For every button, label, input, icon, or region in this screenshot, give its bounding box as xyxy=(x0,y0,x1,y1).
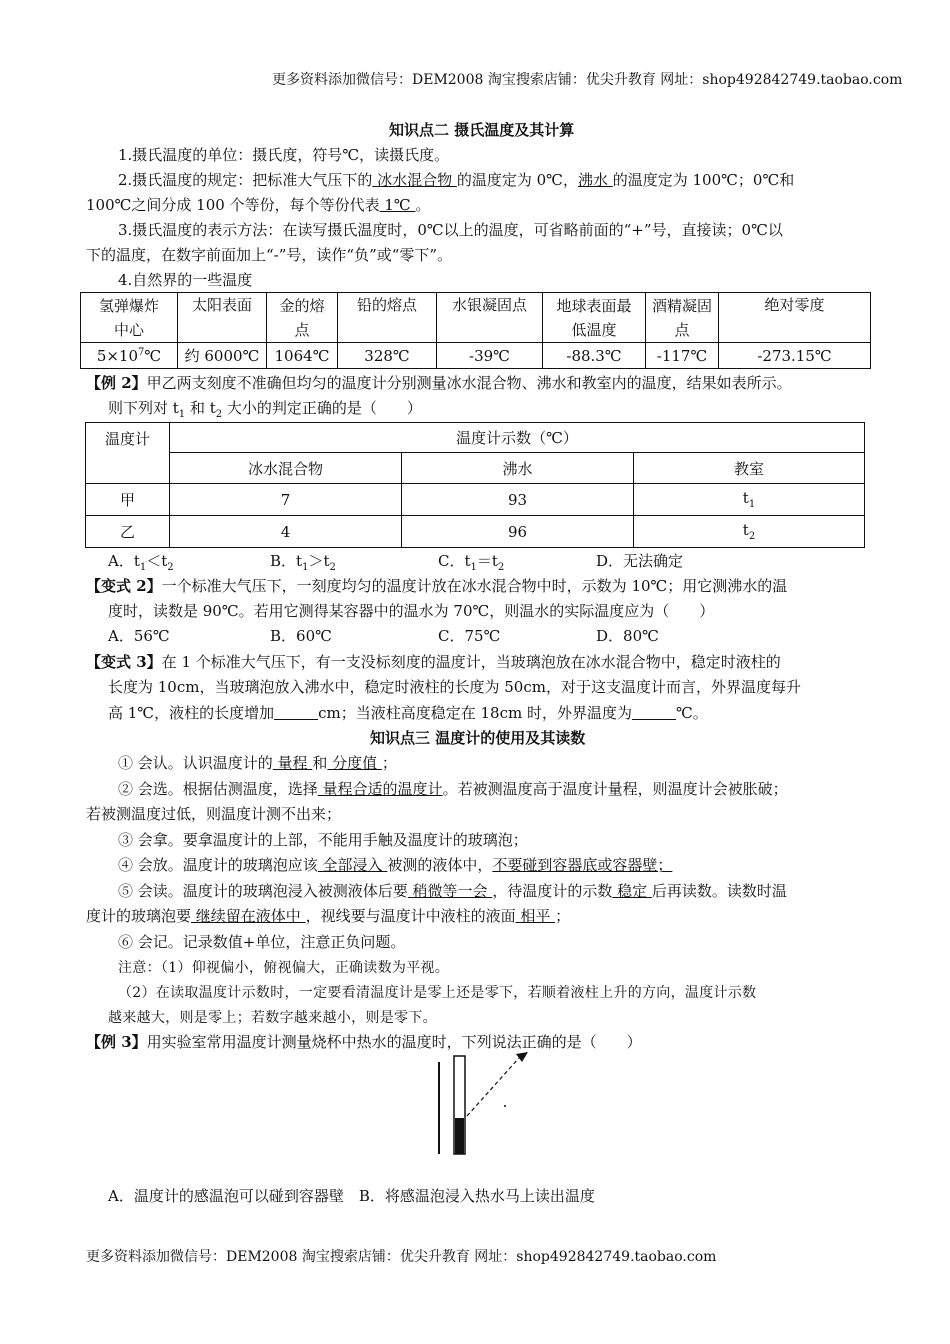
table-header-cell: 教室 xyxy=(634,453,865,484)
table-header-cell: 水银凝固点 xyxy=(437,293,543,343)
variant3-line3: 高 1℃，液柱的长度增加 cm；当液柱高度稳定在 18cm 时，外界温度为 ℃。 xyxy=(108,704,708,722)
table-cell: -117℃ xyxy=(646,343,719,369)
section2-p2: 2.摄氏温度的规定：把标准大气压下的 冰水混合物 的温度定为 0℃，沸水 的温度定为 100℃；0℃和 xyxy=(118,171,795,189)
example3-line1: 【例 3】用实验室常用温度计测量烧杯中热水的温度时，下列说法正确的是（ ） xyxy=(86,1033,642,1051)
table-header-cell: 地球表面最 低温度 xyxy=(543,293,646,343)
table-row xyxy=(86,423,865,453)
page-header: 更多资料添加微信号：DEM2008 淘宝搜索店铺：优尖升教育 网址：shop492842749.taobao.com xyxy=(272,72,903,88)
table-row xyxy=(86,484,865,516)
table-cell: 甲 xyxy=(86,484,170,516)
variant2-option-d: D．80℃ xyxy=(596,627,659,645)
table-row xyxy=(86,453,865,484)
section2-p2-line2: 100℃之间分成 100 个等份，每个等份代表 1℃ 。 xyxy=(86,196,431,214)
liquid-column xyxy=(455,1118,464,1154)
table-cell: 1064℃ xyxy=(267,343,338,369)
sight-line xyxy=(467,1058,519,1116)
table-row xyxy=(81,343,871,369)
table-cell: 328℃ xyxy=(338,343,437,369)
table-row xyxy=(81,293,871,343)
table-cell: $t_1$ xyxy=(634,484,865,516)
example2-table xyxy=(85,422,865,548)
answer-blank xyxy=(632,705,676,720)
example2-option-d: D．无法确定 xyxy=(596,552,684,570)
section3-note1: 注意：（1）仰视偏小，俯视偏大，正确读数为平视。 xyxy=(118,960,450,976)
nature-temperature-table xyxy=(80,292,871,369)
table-cell: $5\times 10^7℃$ xyxy=(81,343,178,369)
thermometer-diagram xyxy=(430,1050,540,1160)
table-header-cell: 金的熔 点 xyxy=(267,293,338,343)
section2-p4: 4.自然界的一些温度 xyxy=(118,271,253,289)
example2-option-a: A．$t_1<t_2$ xyxy=(108,552,174,573)
table-cell: $t_2$ xyxy=(634,516,865,548)
section3-step4: ④ 会放。温度计的玻璃泡应该 全部浸入 被测的液体中，不要碰到容器底或容器壁； xyxy=(118,856,673,874)
section3-step1: ① 会认。认识温度计的 量程 和 分度值 ； xyxy=(118,754,397,772)
eye-icon xyxy=(516,1052,528,1062)
section3-title: 知识点三 温度计的使用及其读数 xyxy=(370,729,586,747)
table-header-cell: 太阳表面 xyxy=(178,293,267,343)
section3-step6: ⑥ 会记。记录数值+单位，注意正负问题。 xyxy=(118,933,406,951)
table-cell: 4 xyxy=(170,516,402,548)
table-cell: 7 xyxy=(170,484,402,516)
table-cell: -273.15℃ xyxy=(719,343,871,369)
variant2-line1: 【变式 2】一个标准大气压下，一刻度均匀的温度计放在冰水混合物中时，示数为 10℃；用它测沸水的温 xyxy=(86,577,788,595)
example3-options: A．温度计的感温泡可以碰到容器壁 B．将感温泡浸入热水马上读出温度 xyxy=(108,1187,595,1205)
table-header-cell: 温度计 xyxy=(86,423,170,484)
section3-step2: ② 会选。根据估测温度，选择 量程合适的温度计。若被测温度高于温度计量程，则温度计会被胀破； xyxy=(118,780,788,798)
example2-line1: 【例 2】甲乙两支刻度不准确但均匀的温度计分别测量冰水混合物、沸水和教室内的温度，结果如表所示。 xyxy=(86,374,792,392)
table-header-cell: 温度计示数（℃） xyxy=(170,423,865,453)
section3-step5-line2: 度计的玻璃泡要 继续留在液体中 ，视线要与温度计中液柱的液面 相平 ； xyxy=(86,907,571,925)
variant3-line2: 长度为 10cm，当玻璃泡放入沸水中，稳定时液柱的长度为 50cm，对于这支温度计而言，外界温度每升 xyxy=(108,678,801,696)
section2-title: 知识点二 摄氏温度及其计算 xyxy=(389,121,575,139)
table-cell: 约 6000℃ xyxy=(178,343,267,369)
table-row xyxy=(86,516,865,548)
table-header-cell: 氢弹爆炸 中心 xyxy=(81,293,178,343)
section2-p3: 3.摄氏温度的表示方法：在读写摄氏温度时，0℃以上的温度，可省略前面的“+”号，直接读；0℃以 xyxy=(118,221,783,239)
example2-option-b: B．$t_1>t_2$ xyxy=(270,552,336,573)
example2-option-c: C．$t_1=t_2$ xyxy=(438,552,505,573)
table-cell: 93 xyxy=(402,484,634,516)
table-header-cell: 酒精凝固 点 xyxy=(646,293,719,343)
table-cell: -88.3℃ xyxy=(543,343,646,369)
section3-note2-line2: 越来越大，则是零上；若数字越来越小，则是零下。 xyxy=(108,1010,437,1026)
table-cell: -39℃ xyxy=(437,343,543,369)
section3-note2: （2）在读取温度计示数时，一定要看清温度计是零上还是零下，若顺着液柱上升的方向，温度计示数 xyxy=(118,985,757,1001)
answer-blank xyxy=(274,705,318,720)
section3-step3: ③ 会拿。要拿温度计的上部，不能用手触及温度计的玻璃泡； xyxy=(118,831,528,849)
variant2-option-a: A．56℃ xyxy=(108,627,170,645)
section3-step2-line2: 若被测温度过低，则温度计测不出来； xyxy=(86,805,342,823)
table-cell: 96 xyxy=(402,516,634,548)
variant2-option-b: B．60℃ xyxy=(270,627,332,645)
table-header-cell: 铅的熔点 xyxy=(338,293,437,343)
page-footer: 更多资料添加微信号：DEM2008 淘宝搜索店铺：优尖升教育 网址：shop492842749.taobao.com xyxy=(86,1249,717,1265)
variant3-line1: 【变式 3】在 1 个标准大气压下，有一支没标刻度的温度计，当玻璃泡放在冰水混合物中，稳定时液柱的 xyxy=(86,653,781,671)
table-cell: 乙 xyxy=(86,516,170,548)
dot-mark xyxy=(504,1105,506,1107)
example2-line2: 则下列对 $t_1$ 和 $t_2$ 大小的判定正确的是（ ） xyxy=(108,399,422,420)
section2-p1: 1.摄氏温度的单位：摄氏度，符号℃，读摄氏度。 xyxy=(118,146,450,164)
variant2-line2: 度时，读数是 90℃。若用它测得某容器中的温水为 70℃，则温水的实际温度应为（ ） xyxy=(108,602,715,620)
table-header-cell: 绝对零度 xyxy=(719,293,871,343)
section2-p3-line2: 下的温度，在数字前面加上“-”号，读作“负”或“零下”。 xyxy=(86,246,453,264)
table-header-cell: 冰水混合物 xyxy=(170,453,402,484)
table-header-cell: 沸水 xyxy=(402,453,634,484)
variant2-option-c: C．75℃ xyxy=(438,627,501,645)
section3-step5: ⑤ 会读。温度计的玻璃泡浸入被测液体后要 稍微等一会 ，待温度计的示数 稳定 后再读数。读数时温 xyxy=(118,882,787,900)
